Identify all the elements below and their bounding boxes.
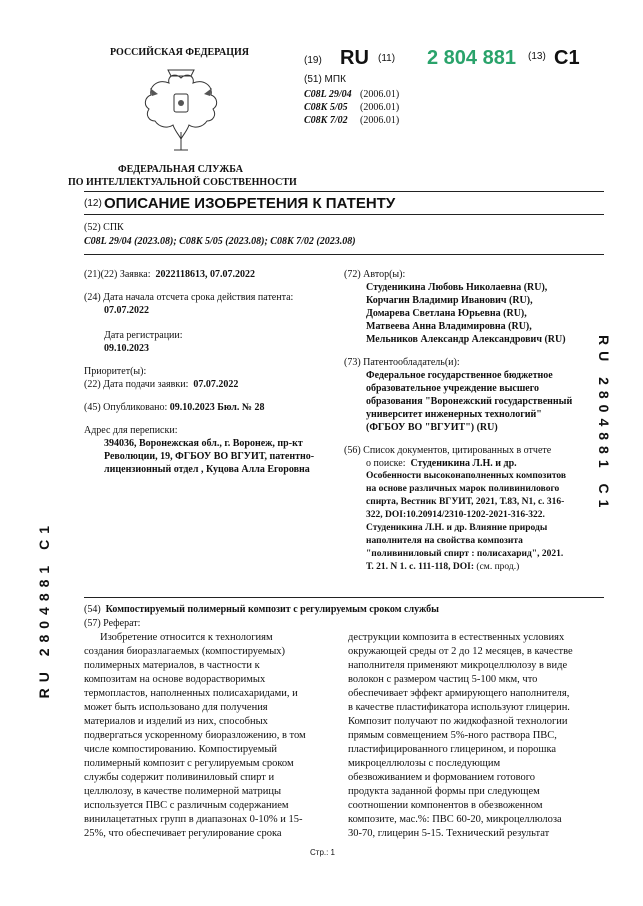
cpc-label: (52) СПК bbox=[84, 222, 124, 233]
address-block bbox=[84, 437, 334, 476]
bibliographic-right bbox=[344, 268, 594, 574]
abstract-line: службы содержит поливиниловый спирт и bbox=[84, 772, 275, 783]
cited-line: Особенности высоконаполненных композитов bbox=[366, 471, 567, 481]
mpk-version: (2006.01) bbox=[360, 115, 400, 126]
mpk-version: (2006.01) bbox=[360, 89, 400, 100]
doc-title: ОПИСАНИЕ ИЗОБРЕТЕНИЯ К ПАТЕНТУ bbox=[104, 195, 396, 212]
abstract-line: наполнителя применяют микроцеллюлозу в виде bbox=[348, 660, 568, 671]
author-name: Мельников Александр Александрович (RU) bbox=[366, 334, 566, 345]
filing-value: 07.07.2022 bbox=[193, 379, 239, 390]
patent-number: 2 804 881 bbox=[427, 47, 516, 69]
cited-line: Студеникина Л.Н. и др. bbox=[410, 458, 517, 469]
holder-line: Федеральное государственное бюджетное bbox=[366, 370, 553, 381]
code-11: (11) bbox=[378, 53, 396, 64]
abstract-line: 30-70, глицерин 5-15. Технический результат bbox=[348, 828, 550, 839]
address-line: лицензионный отдел , Куцова Алла Егоровна bbox=[104, 464, 310, 475]
abstract-line: числе компостированию. Компостируемый bbox=[84, 744, 278, 755]
abstract-line: создания биоразлагаемых (компостируемых) bbox=[84, 646, 286, 657]
author-name: Домарева Светлана Юрьевна (RU), bbox=[366, 308, 527, 319]
abstract-line: целлюлозу, в качестве полимерной матрицы bbox=[84, 786, 282, 797]
address-label: Адрес для переписки: bbox=[84, 425, 178, 436]
page-number: Стр.: 1 bbox=[310, 848, 336, 857]
abstract-line: окружающей среды от 2 до 12 месяцев, в качестве bbox=[348, 646, 573, 657]
authors-label: (72) Автор(ы): bbox=[344, 269, 406, 280]
abstract-line: Композит получают по жидкофазной технологии bbox=[348, 716, 568, 727]
abstract-line: полимерных материалов, в частности к bbox=[84, 660, 260, 671]
mpk-label: (51) МПК bbox=[304, 74, 346, 85]
priority-label: Приоритет(ы): bbox=[84, 366, 147, 377]
cited-line: спирта, Вестник ВГУИТ, 2021, Т.83, N1, с. 316- bbox=[366, 497, 565, 507]
abstract-line: термопластов, наполненных полисахаридами, и bbox=[84, 688, 298, 699]
mpk-code: C08K 7/02 bbox=[304, 115, 348, 126]
agency-name-line1: ФЕДЕРАЛЬНАЯ СЛУЖБА bbox=[118, 164, 243, 175]
cited-label: (56) Список документов, цитированных в отчете bbox=[344, 445, 552, 456]
cpc-value: C08L 29/04 (2023.08); C08K 5/05 (2023.08); C08K 7/02 (2023.08) bbox=[84, 236, 356, 247]
abstract-label: (57) Реферат: bbox=[84, 618, 141, 629]
authors-list bbox=[344, 281, 594, 346]
holder-line: университет инженерных технологий" bbox=[366, 409, 542, 420]
mpk-version: (2006.01) bbox=[360, 102, 400, 113]
cited-block bbox=[344, 470, 594, 574]
abstract-line: микроцеллюлозы с последующим bbox=[348, 758, 501, 769]
country-label: РОССИЙСКАЯ ФЕДЕРАЦИЯ bbox=[110, 47, 250, 58]
divider bbox=[84, 597, 604, 598]
abstract-line: обеспечивает эффект армирующего наполнителя, bbox=[348, 688, 570, 699]
author-name: Студеникина Любовь Николаевна (RU), bbox=[366, 282, 548, 293]
published-value: 09.10.2023 Бюл. № 28 bbox=[169, 402, 265, 413]
abstract-right bbox=[348, 631, 596, 841]
address-line: Революции, 19, ФГБОУ ВО ВГУИТ, патентно- bbox=[104, 451, 315, 462]
abstract-line: прямым совмещением 5%-ного раствора ПВС, bbox=[348, 730, 557, 741]
abstract-line: полимерный композит с регулируемым сроком bbox=[84, 758, 294, 769]
abstract-line: подвергаться ускоренному биоразложению, в том bbox=[84, 730, 306, 741]
invention-title-row bbox=[84, 603, 439, 616]
abstract-line: материалов и изделий из них, способных bbox=[84, 716, 268, 727]
author-name: Матвеева Анна Владимировна (RU), bbox=[366, 321, 532, 332]
mpk-list bbox=[304, 88, 399, 127]
kind-code: C1 bbox=[554, 47, 580, 69]
abstract-line: может быть использовано для получения bbox=[84, 702, 268, 713]
country-code-ru: RU bbox=[340, 47, 369, 69]
term-value: 07.07.2022 bbox=[104, 305, 149, 316]
application-label: (21)(22) Заявка: bbox=[84, 269, 151, 280]
holder-line: (ФГБОУ ВО "ВГУИТ") (RU) bbox=[366, 422, 498, 433]
holder-line: образовательное учреждение высшего bbox=[366, 383, 540, 394]
author-name: Корчагин Владимир Иванович (RU), bbox=[366, 295, 533, 306]
bibliographic-left bbox=[84, 268, 334, 476]
cited-line: 322, DOI:10.20914/2310-1202-2021-316-322. bbox=[366, 510, 545, 520]
mpk-code: C08K 5/05 bbox=[304, 102, 348, 113]
holder-label: (73) Патентообладатель(и): bbox=[344, 357, 460, 368]
published-label: (45) Опубликовано: bbox=[84, 402, 168, 413]
cited-line: на основе различных марок поливинилового bbox=[366, 484, 560, 494]
divider bbox=[84, 214, 604, 215]
cited-label-cont: о поиске: bbox=[366, 458, 406, 469]
address-line: 394036, Воронежская обл., г. Воронеж, пр-кт bbox=[104, 438, 303, 449]
cited-line: Студеникина Л.Н. и др. Влияние природы bbox=[366, 523, 548, 533]
application-value: 2022118613, 07.07.2022 bbox=[155, 269, 255, 280]
mpk-code: C08L 29/04 bbox=[304, 89, 352, 100]
abstract-line: в качестве пластификатора используют глицерин. bbox=[348, 702, 570, 713]
abstract-line: композитам на основе водорастворимых bbox=[84, 674, 266, 685]
invention-title-code: (54) bbox=[84, 604, 101, 615]
abstract-line: соотношении компонентов в обезвоженном bbox=[348, 800, 543, 811]
abstract-line: волокон с размером частиц 5-100 мкм, что bbox=[348, 674, 538, 685]
registration-value: 09.10.2023 bbox=[104, 343, 149, 354]
agency-name-line2: ПО ИНТЕЛЛЕКТУАЛЬНОЙ СОБСТВЕННОСТИ bbox=[68, 177, 297, 188]
abstract-line: Изобретение относится к технологиям bbox=[100, 632, 273, 643]
divider bbox=[84, 191, 604, 192]
cited-continued-note: (см. прод.) bbox=[476, 562, 520, 572]
divider bbox=[84, 254, 604, 255]
cited-line: наполнителя на свойства композита bbox=[366, 536, 523, 546]
filing-label: (22) Дата подачи заявки: bbox=[84, 379, 189, 390]
abstract-line: винилацетатных групп в диапазонах 0-10% и 15- bbox=[84, 814, 303, 825]
abstract-line: продукта заданной формы при следующем bbox=[348, 786, 540, 797]
side-code-left: RU 2804881 C1 bbox=[36, 520, 52, 699]
invention-title: Компостируемый полимерный композит с регулируемым сроком службы bbox=[105, 604, 439, 615]
cited-line: "поливиниловый спирт : полисахарид", 2021. bbox=[366, 549, 564, 559]
abstract-line: деструкции композита в естественных условиях bbox=[348, 632, 565, 643]
abstract-line: используется ПВС с различным содержанием bbox=[84, 800, 289, 811]
abstract-left bbox=[84, 631, 320, 841]
abstract-line: композите, мас.%: ПВС 60-20, микроцеллюлоза bbox=[348, 814, 562, 825]
coat-of-arms-emblem bbox=[138, 64, 224, 158]
cited-line: Т. 21. N 1. с. 111-118, DOI: bbox=[366, 562, 475, 572]
holder-line: образования "Воронежский государственный bbox=[366, 396, 573, 407]
abstract-line: пластифицированного глицерином, и порошка bbox=[348, 744, 557, 755]
code-13: (13) bbox=[528, 51, 546, 62]
holder-block bbox=[344, 369, 594, 434]
code-19: (19) bbox=[304, 55, 322, 66]
abstract-line: обезвоживанием и формованием готового bbox=[348, 772, 536, 783]
side-code-right: RU 2804881 C1 bbox=[596, 335, 612, 514]
doc-title-code: (12) bbox=[84, 198, 102, 209]
registration-label: Дата регистрации: bbox=[104, 330, 183, 341]
abstract-line: 25%, что обеспечивает регулирование срока bbox=[84, 828, 282, 839]
term-label: (24) Дата начала отсчета срока действия патента: bbox=[84, 292, 294, 303]
